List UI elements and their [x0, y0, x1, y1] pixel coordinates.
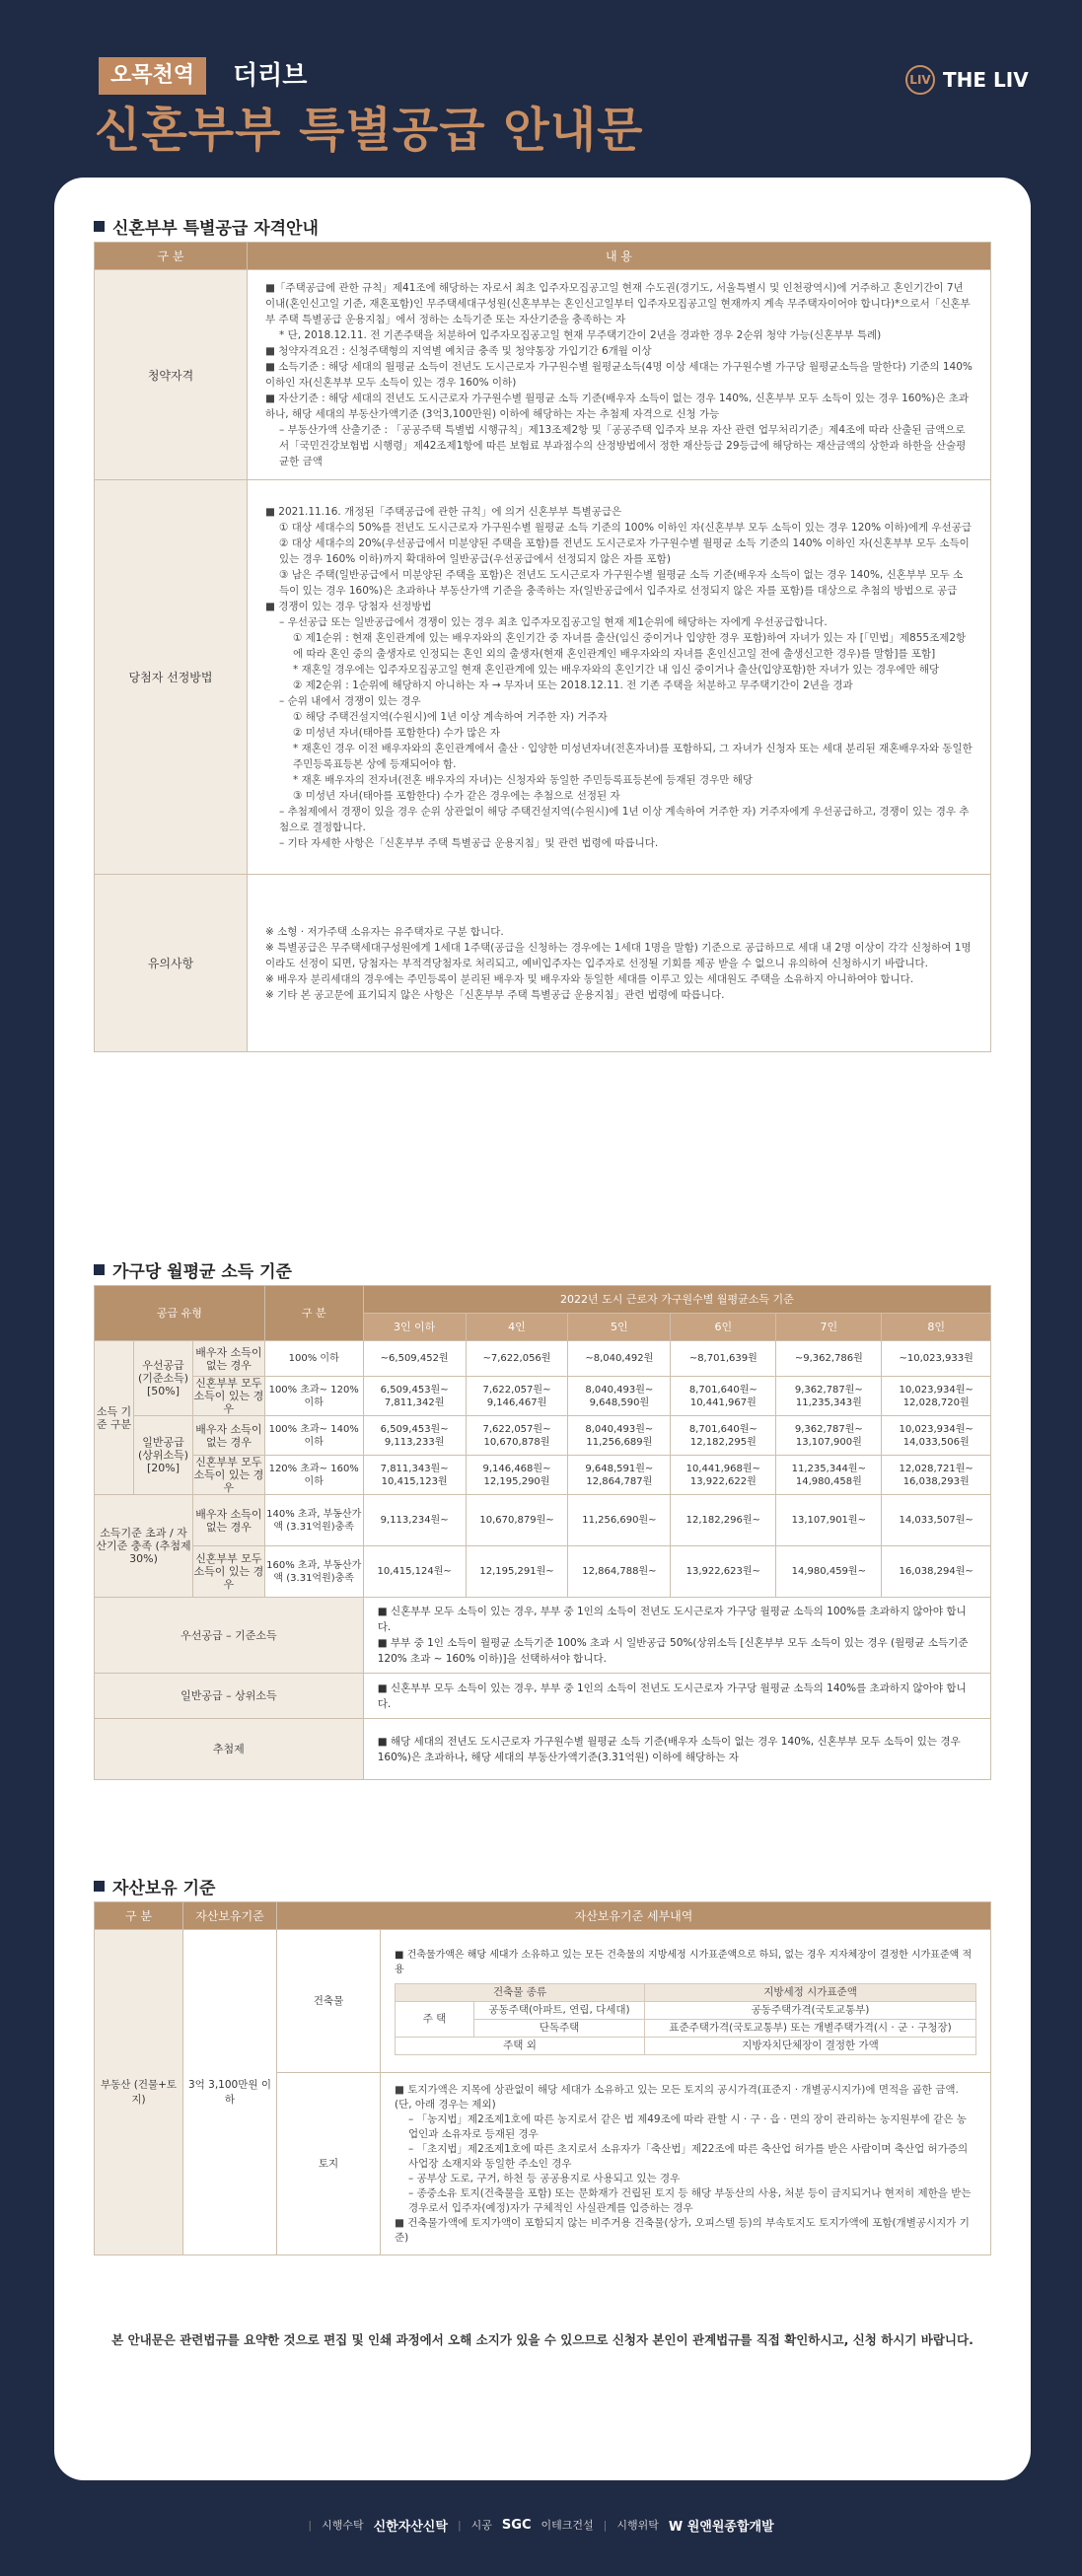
value-cell: 9,648,591원~ 12,864,787원 [568, 1456, 671, 1495]
table-row [95, 1495, 991, 1546]
col-header-persons: 4인 [466, 1314, 568, 1341]
case-label: 배우자 소득이 없는 경우 [193, 1341, 265, 1377]
division-cell: 100% 초과~ 140% 이하 [264, 1416, 363, 1456]
section-title-assets: 자산보유 기준 [94, 1874, 215, 1898]
row-content: ■ 2021.11.16. 개정된「주택공급에 관한 규칙」에 의거 신혼부부 특별공급은 ① 대상 세대수의 50%를 전년도 도시근로자 가구원수별 월평균 소득 기준의 100% 이하인 자(신혼부부 모두 소득이 있는 경우 120% 이하)에게 우선공급 ② 대상 세대수의 20%(우선공급에서 미분양된 주택을 포함)를 전년도 도시근로자 가구원수별 월평균 소득 기준의 140% 이하인 자(신혼부부 모두 소득이 있는 경우 160% 이하)까지 확대하여 일반공급(우선공급에서 선정되지 않은 자를 포함) ③ 남은 주택(일반공급에서 미분양된 주택을 포함)은 전년도 도시근로자 가구원수별 월평균 소득 기준(배우자 소득이 없는 경우 140%, 신혼부부 모두 소득이 있는 경우 160%)은 초과하나 부동산가액 기준을 충족하는 자(일반공급에서 입주자로 선정되지 않은 자를 포함)를 대상으로 추첨의 방법으로 공급 ■ 경쟁이 있는 경우 당첨자 선정방법 – 우선공급 또는 일반공급에서 경쟁이 있는 경우 최초 입주자모집공고일 현재 제1순위에 해당하는 자에게 우선공급합니다. ① 제1순위 : 현재 혼인관계에 있는 배우자와의 혼인기간 중 자녀를 출산(임신 중이거나 입양한 경우 포함)하여 자녀가 있는 자 [「민법」제855조제2항에 따라 혼인 중의 출생자로 인정되는 혼인 외의 출생자(현재 혼인관계인 배우자와의 자녀를 혼인신고일 전에 출생신고한 경우)를 말함]를 포함] * 재혼일 경우에는 입주자모집공고일 현재 혼인관계에 있는 배우자와의 혼인기간 내 임신 중이거나 출산(입양포함)한 자녀가 있는 경우에만 해당 ② 제2순위 : 1순위에 해당하지 아니하는 자 → 무자녀 또는 2018.12.11. 전 기존 주택을 처분하고 무주택기간이 2년을 경과 – 순위 내에서 경쟁이 있는 경우 ① 해당 주택건설지역(수원시)에 1년 이상 계속하여 거주한 자) 거주자 ② 미성년 자녀(태아를 포함한다) 수가 많은 자 * 재혼인 경우 이전 배우자와의 혼인관계에서 출산 · 입양한 미성년자녀(전혼자녀)를 포함하되, 그 자녀가 신청자 또는 세대 분리된 재혼배우자와 동일한 주민등록표등본 상에 등재되어야 함. * 재혼 배우자의 전자녀(전혼 배우자의 자녀)는 신청자와 동일한 주민등록표등본에 등재된 경우만 해당 ③ 미성년 자녀(태아를 포함한다) 수가 같은 경우에는 추첨으로 선정된 자 – 추첨제에서 경쟁이 있을 경우 순위 상관없이 해당 주택건설지역(수원시)에 1년 이상 계속하여 거주한 자) 거주자에게 우선공급하고, 경쟁이 있는 경우 추첨으로 결정합니다. – 기타 자세한 사항은「신혼부부 주택 특별공급 운용지침」및 관련 법령에 따릅니다. [248, 480, 991, 875]
note-row [95, 1719, 991, 1780]
row-selection-method [95, 480, 991, 875]
table-row [95, 1341, 991, 1377]
value-cell: ~8,701,639원 [671, 1341, 776, 1377]
page-title: 신혼부부 특별공급 안내문 [95, 103, 644, 158]
note-label: 우선공급 – 기준소득 [95, 1598, 364, 1674]
asset-item-label: 부동산 (건물+토지) [95, 1930, 183, 2255]
col-header-persons: 6인 [671, 1314, 776, 1341]
sgc-logo-icon: SGC [501, 2517, 532, 2533]
row-precautions [95, 875, 991, 1052]
case-label: 신혼부부 모두 소득이 있는 경우 [193, 1456, 264, 1494]
case-label: 배우자 소득이 없는 경우 [193, 1416, 265, 1456]
table-row [95, 1377, 991, 1416]
building-detail: ■ 건축물가액은 해당 세대가 소유하고 있는 모든 건축물의 지방세정 시가표준액으로 하되, 없는 경우 지자체장이 결정한 시가표준액 적용 건축물 종류 지방세정 시가표준액 주 택 공동주택(아파트, 연립, 다세대) 공동주택가격(국토교통부) 단독주택 표준주택가격(국토교통부) 또는 개별주택가격(시 · 군 · 구청장) 주택 외 지방자치단체장이 결정한 가액 [381, 1930, 991, 2073]
col-header-type: 공급 유형 [95, 1286, 265, 1341]
bullet-square-icon [94, 1264, 105, 1275]
value-cell: 9,362,787원~ 11,235,343원 [776, 1377, 882, 1416]
group-label: 소득 기준 구분 [95, 1341, 134, 1495]
page-footer: | 시행수탁 신한자산신탁 | 시공 SGC 이테크건설 | 시행위탁 W 원앤원종합개발 [308, 2517, 774, 2535]
footer-company: 신한자산신탁 [373, 2519, 448, 2535]
value-cell: 12,182,296원~ [671, 1495, 776, 1546]
footer-company: 이테크건설 [541, 2519, 594, 2532]
value-cell: 12,864,788원~ [568, 1546, 671, 1598]
col-header-division: 구 분 [95, 1902, 183, 1930]
liv-logo-icon: LIV [905, 65, 935, 95]
building-value-basis: 공동주택가격(국토교통부) [645, 2001, 976, 2019]
value-cell: 8,040,493원~ 11,256,689원 [568, 1416, 671, 1456]
footer-company: W 원앤원종합개발 [668, 2519, 774, 2535]
row-label: 유의사항 [95, 875, 248, 1052]
value-cell: 12,195,291원~ [466, 1546, 568, 1598]
table-row [95, 1456, 991, 1495]
note-row [95, 1674, 991, 1719]
value-cell: 9,362,787원~ 13,107,900원 [776, 1416, 882, 1456]
value-cell: 8,701,640원~ 12,182,295원 [671, 1416, 776, 1456]
table-row [95, 1416, 991, 1456]
value-cell: 11,235,344원~ 14,980,458원 [776, 1456, 882, 1495]
building-value-basis: 지방자치단체장이 결정한 가액 [645, 2037, 976, 2054]
value-cell: 10,023,934원~ 12,028,720원 [882, 1377, 991, 1416]
inner-header: 지방세정 시가표준액 [645, 1983, 976, 2001]
house-label: 주 택 [396, 2001, 474, 2037]
value-cell: 12,028,721원~ 16,038,293원 [882, 1456, 991, 1495]
logo-text: THE LIV [943, 68, 1029, 92]
col-header-division: 구 분 [264, 1286, 363, 1341]
col-header-persons: 7인 [776, 1314, 882, 1341]
division-cell: 160% 초과, 부동산가액 (3.31억원)충족 [264, 1546, 363, 1598]
note-label: 추첨제 [95, 1719, 364, 1780]
row-content: ■「주택공급에 관한 규칙」제41조에 해당하는 자로서 최초 입주자모집공고일 현재 수도권(경기도, 서울특별시 및 인천광역시)에 거주하고 혼인기간이 7년 이내(혼인신고일 기준, 재혼포함)인 무주택세대구성원(신혼부부는 혼인신고일부터 입주자모집공고일 현재까지 계속 무주택자이어야 합니다)*으로서「신혼부부 주택 특별공급 운용지침」에서 정하는 소득기준 또는 자산기준을 충족하는 자 * 단, 2018.12.11. 전 기존주택을 처분하여 입주자모집공고일 현재 무주택기간이 2년을 경과한 경우 2순위 청약 가능(신혼부부 특례) ■ 청약자격요건 : 신청주택형의 지역별 예치금 충족 및 청약통장 가입기간 6개월 이상 ■ 소득기준 : 해당 세대의 월평균 소득이 전년도 도시근로자 가구원수별 월평균소득(4명 이상 세대는 가구원수별 가구당 월평균소득을 말한다) 기준의 140% 이하인 자(신혼부부 모두 소득이 있는 경우 160% 이하) ■ 자산기준 : 해당 세대의 전년도 도시근로자 가구원수별 월평균 소득 기준(배우자 소득이 없는 경우 140%, 신혼부부 모두 소득이 있는 경우 160%)은 초과하나, 해당 세대의 부동산가액기준 (3억3,100만원) 이하에 해당하는 자는 추첨제 자격으로 신청 가능 – 부동산가액 산출기준 : 「공공주택 특별법 시행규칙」제13조제2항 및「공공주택 입주자 보유 자산 관련 업무처리기준」제4조에 따라 산출된 금액으로서「국민건강보험법 시행령」제42조제1항에 따른 보험료 부과점수의 산정방법에서 정한 재산등급 29등급에 해당하는 재산금액의 상한과 하한을 산술평균한 금액 [248, 270, 991, 480]
brand-tag: 오목천역 [99, 57, 206, 95]
division-cell: 100% 이하 [264, 1341, 363, 1377]
footer-role: 시행위탁 [616, 2519, 659, 2532]
group-label: 소득기준 초과 / 자산기준 충족 (추첨제 30%) [95, 1495, 193, 1598]
footer-role: 시공 [470, 2519, 492, 2532]
building-label: 건축물 [277, 1930, 381, 2073]
value-cell: 13,922,623원~ [671, 1546, 776, 1598]
value-cell: ~10,023,933원 [882, 1341, 991, 1377]
value-cell: 14,980,459원~ [776, 1546, 882, 1598]
value-cell: ~6,509,452원 [363, 1341, 466, 1377]
assets-table [94, 1901, 991, 2255]
col-header-standard: 2022년 도시 근로자 가구원수별 월평균소득 기준 [363, 1286, 990, 1314]
case-label: 신혼부부 모두 소득이 있는 경우 [193, 1377, 264, 1415]
col-header-content: 내 용 [248, 243, 991, 270]
bullet-square-icon [94, 1881, 105, 1892]
table-row [95, 1546, 991, 1598]
bullet-square-icon [94, 221, 105, 232]
note-row [95, 1598, 991, 1674]
building-value-basis: 표준주택가격(국토교통부) 또는 개별주택가격(시 · 군 · 구청장) [645, 2019, 976, 2037]
case-label: 배우자 소득이 없는 경우 [193, 1495, 265, 1546]
note-label: 일반공급 – 상위소득 [95, 1674, 364, 1719]
value-cell: 10,023,934원~ 14,033,506원 [882, 1416, 991, 1456]
value-cell: 16,038,294원~ [882, 1546, 991, 1598]
value-cell: ~8,040,492원 [568, 1341, 671, 1377]
row-building [95, 1930, 991, 2073]
value-cell: 7,622,057원~ 9,146,467원 [466, 1377, 568, 1416]
value-cell: 13,107,901원~ [776, 1495, 882, 1546]
content-card [54, 178, 1031, 2480]
footer-role: 시행수탁 [322, 2519, 364, 2532]
col-header-detail: 자산보유기준 세부내역 [277, 1902, 991, 1930]
note-content: ■ 신혼부부 모두 소득이 있는 경우, 부부 중 1인의 소득이 전년도 도시근로자 가구당 월평균 소득의 100%를 초과하지 않아야 합니다. ■ 부부 중 1인 소득이 월평균 소득기준 100% 초과 시 일반공급 50%(상위소득 [신혼부부 모두 소득이 있는 경우 (월평균 소득기준 120% 초과 ~ 160% 이하)]을 선택하셔야 합니다. [363, 1598, 990, 1674]
row-content: ※ 소형 · 저가주택 소유자는 유주택자로 구분 합니다. ※ 특별공급은 무주택세대구성원에게 1세대 1주택(공급을 신청하는 경우에는 1세대 1명을 말함) 기준으로 공급하므로 세대 내 2명 이상이 각각 신청하여 1명이라도 선정이 되면, 당첨자는 부적격당첨자로 처리되고, 예비입주자는 입주자로 선정될 기회를 제공 받을 수 없으니 유의하여 신청하시기 바랍니다. ※ 배우자 분리세대의 경우에는 주민등록이 분리된 배우자 및 배우자와 동일한 세대를 이루고 있는 세대원도 주택을 소유하지 아니하여야 합니다. ※ 기타 본 공고문에 표기되지 않은 사항은「신혼부부 주택 특별공급 운용지침」관련 법령에 따릅니다. [248, 875, 991, 1052]
col-header-division: 구 분 [95, 243, 248, 270]
value-cell: 8,701,640원~ 10,441,967원 [671, 1377, 776, 1416]
col-header-persons: 8인 [882, 1314, 991, 1341]
income-table [94, 1285, 991, 1780]
value-cell: 10,441,968원~ 13,922,622원 [671, 1456, 776, 1495]
building-kind: 공동주택(아파트, 연립, 다세대) [474, 2001, 645, 2019]
section-title-income: 가구당 월평균 소득 기준 [94, 1257, 292, 1282]
page-header [0, 0, 1082, 173]
case-label: 신혼부부 모두 소득이 있는 경우 [193, 1546, 265, 1598]
value-cell: 6,509,453원~ 7,811,342원 [363, 1377, 466, 1416]
value-cell: 10,415,124원~ [363, 1546, 466, 1598]
value-cell: 6,509,453원~ 9,113,233원 [363, 1416, 466, 1456]
brand-name: 더리브 [233, 61, 308, 91]
division-cell: 140% 초과, 부동산가액 (3.31억원)충족 [264, 1495, 363, 1546]
division-cell: 100% 초과~ 120% 이하 [264, 1377, 363, 1416]
value-cell: 14,033,507원~ [882, 1495, 991, 1546]
col-header-persons: 3인 이하 [363, 1314, 466, 1341]
brand-logo [905, 65, 1029, 95]
value-cell: 11,256,690원~ [568, 1495, 671, 1546]
value-cell: 8,040,493원~ 9,648,590원 [568, 1377, 671, 1416]
value-cell: 9,113,234원~ [363, 1495, 466, 1546]
group-label: 일반공급 (상위소득) [20%] [134, 1416, 193, 1495]
land-label: 토지 [277, 2073, 381, 2255]
value-cell: ~9,362,786원 [776, 1341, 882, 1377]
building-types-table [395, 1983, 976, 2055]
inner-header: 건축물 종류 [396, 1983, 645, 2001]
value-cell: ~7,622,056원 [466, 1341, 568, 1377]
row-eligibility [95, 270, 991, 480]
note-content: ■ 신혼부부 모두 소득이 있는 경우, 부부 중 1인의 소득이 전년도 도시근로자 가구당 월평균 소득의 140%를 초과하지 않아야 합니다. [363, 1674, 990, 1719]
section-title-eligibility: 신혼부부 특별공급 자격안내 [94, 214, 319, 239]
building-kind: 단독주택 [474, 2019, 645, 2037]
col-header-standard: 자산보유기준 [183, 1902, 277, 1930]
disclaimer-note: 본 안내문은 관련법규를 요약한 것으로 편집 및 인쇄 과정에서 오해 소지가 있을 수 있으므로 신청자 본인이 관계법규를 직접 확인하시고, 신청 하시기 바랍니다. [111, 2332, 974, 2347]
division-cell: 120% 초과~ 160% 이하 [264, 1456, 363, 1495]
col-header-persons: 5인 [568, 1314, 671, 1341]
note-content: ■ 해당 세대의 전년도 도시근로자 가구원수별 월평균 소득 기준(배우자 소득이 없는 경우 140%, 신혼부부 모두 소득이 있는 경우 160%)은 초과하나, 해당 세대의 부동산가액기준(3.31억원) 이하에 해당하는 자 [363, 1719, 990, 1780]
group-label: 우선공급 (기준소득) [50%] [134, 1341, 193, 1416]
eligibility-table [94, 242, 991, 1052]
building-kind: 주택 외 [396, 2037, 645, 2054]
row-label: 청약자격 [95, 270, 248, 480]
asset-standard-value: 3억 3,100만원 이하 [183, 1930, 277, 2255]
value-cell: 7,622,057원~ 10,670,878원 [466, 1416, 568, 1456]
row-label: 당첨자 선정방법 [95, 480, 248, 875]
value-cell: 9,146,468원~ 12,195,290원 [466, 1456, 568, 1495]
land-detail: ■ 토지가액은 지목에 상관없이 해당 세대가 소유하고 있는 모든 토지의 공시가격(표준지 · 개별공시지가)에 면적을 곱한 금액. (단, 아래 경우는 제외) – 「농지법」제2조제1호에 따른 농지로서 같은 법 제49조에 따라 관할 시 · 구 · 읍 · 면의 장이 관리하는 농지원부에 같은 농업인과 소유자로 등재된 경우 – 「초지법」제2조제1호에 따른 초지로서 소유자가「축산법」제22조에 따른 축산업 허가를 받은 사람이며 축산업 허가증의 사업장 소재지와 동일한 주소인 경우 – 공부상 도로, 구거, 하천 등 공공용지로 사용되고 있는 경우 – 종중소유 토지(건축물을 포함) 또는 문화재가 건립된 토지 등 해당 부동산의 사용, 처분 등이 금지되거나 현저히 제한을 받는 경우로서 입주자(예정)자가 구체적인 사실관계를 입증하는 경우 ■ 건축물가액에 토지가액이 포함되지 않는 비주거용 건축물(상가, 오피스텔 등)의 부속토지도 토지가액에 포함(개별공시지가 기준) [381, 2073, 991, 2255]
value-cell: 10,670,879원~ [466, 1495, 568, 1546]
value-cell: 7,811,343원~ 10,415,123원 [363, 1456, 466, 1495]
